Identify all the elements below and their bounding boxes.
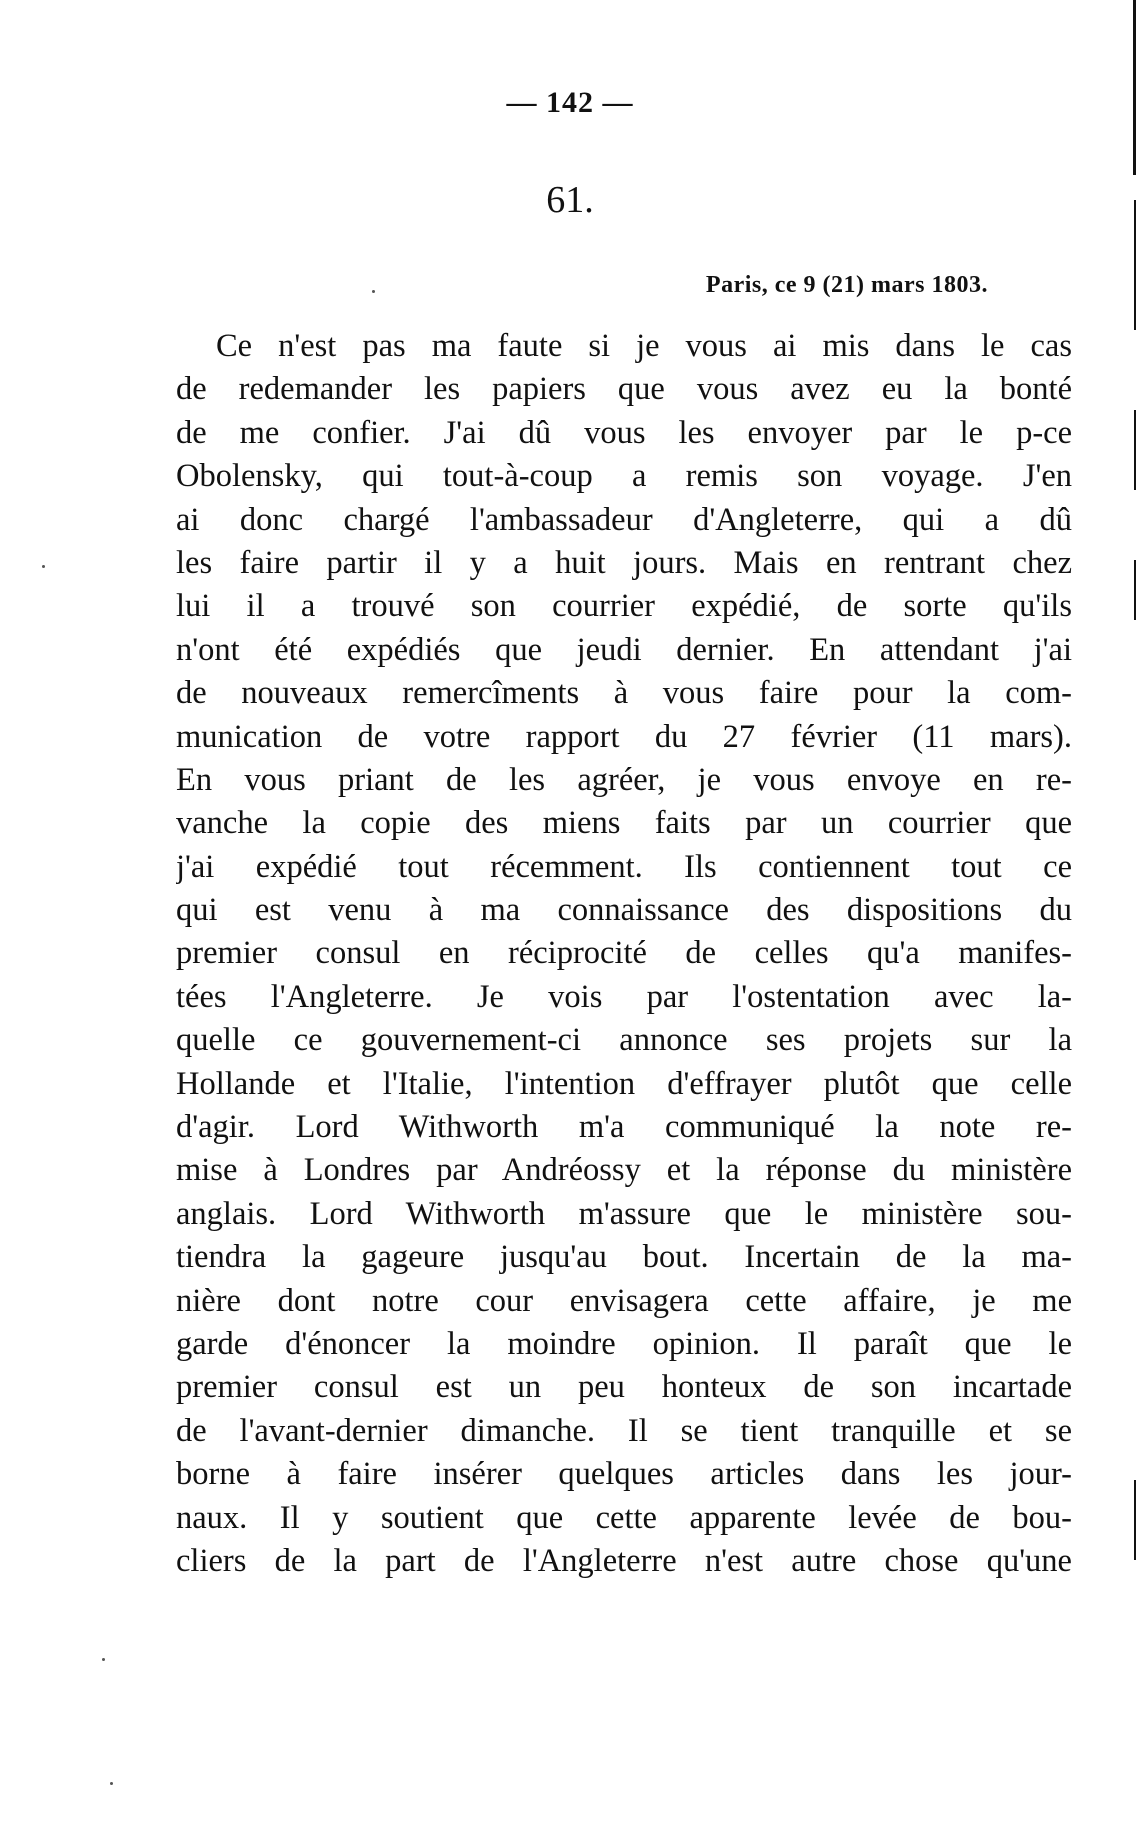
scan-speck	[42, 565, 45, 568]
letter-number: 61.	[546, 179, 594, 221]
text-line: tiendra la gageure jusqu'au bout. Incertain de la ma-	[176, 1239, 1072, 1276]
text-line: quelle ce gouvernement-ci annonce ses projets sur la	[176, 1022, 1072, 1059]
text-line: cliers de la part de l'Angleterre n'est autre chose qu'une	[176, 1542, 1072, 1579]
text-line: lui il a trouvé son courrier expédié, de sorte qu'ils	[176, 588, 1072, 625]
text-line: de nouveaux remercîments à vous faire pour la com-	[176, 675, 1072, 712]
dateline: Paris, ce 9 (21) mars 1803.	[705, 272, 988, 298]
text-line: de redemander les papiers que vous avez eu la bonté	[176, 371, 1072, 408]
text-line: de l'avant-dernier dimanche. Il se tient tranquille et se	[176, 1412, 1072, 1449]
text-line: En vous priant de les agréer, je vous envoye en re-	[176, 761, 1072, 798]
text-line: j'ai expédié tout récemment. Ils contiennent tout ce	[176, 848, 1072, 885]
scan-speck	[372, 290, 375, 293]
page-number: — 142 —	[506, 86, 634, 119]
text-line: qui est venu à ma connaissance des dispositions du	[176, 892, 1072, 929]
page-edge-shadow	[1134, 410, 1136, 490]
text-line: anglais. Lord Withworth m'assure que le ministère sou-	[176, 1195, 1072, 1232]
text-line: ai donc chargé l'ambassadeur d'Angleterre, qui a dû	[176, 501, 1072, 538]
text-line: borne à faire insérer quelques articles dans les jour-	[176, 1456, 1072, 1493]
text-line: garde d'énoncer la moindre opinion. Il paraît que le	[176, 1325, 1072, 1362]
text-line: de me confier. J'ai dû vous les envoyer par le p-ce	[176, 414, 1072, 451]
text-line: premier consul est un peu honteux de son incartade	[176, 1369, 1072, 1406]
text-line: nière dont notre cour envisagera cette affaire, je me	[176, 1282, 1072, 1319]
page-edge-shadow	[1134, 200, 1136, 330]
text-line: n'ont été expédiés que jeudi dernier. En attendant j'ai	[176, 631, 1072, 668]
text-line: tées l'Angleterre. Je vois par l'ostentation avec la-	[176, 978, 1072, 1015]
text-line: premier consul en réciprocité de celles qu'a manifes-	[176, 935, 1072, 972]
text-line: d'agir. Lord Withworth m'a communiqué la note re-	[176, 1109, 1072, 1146]
page-edge-shadow	[1134, 560, 1136, 620]
scan-speck	[110, 1782, 113, 1785]
page-edge-shadow	[1133, 0, 1136, 175]
text-line: mise à Londres par Andréossy et la réponse du ministère	[176, 1152, 1072, 1189]
letter-body	[176, 325, 1072, 1583]
text-line: munication de votre rapport du 27 février (11 mars).	[176, 718, 1072, 755]
text-line: les faire partir il y a huit jours. Mais en rentrant chez	[176, 544, 1072, 581]
text-line: Ce n'est pas ma faute si je vous ai mis dans le cas	[216, 328, 1072, 364]
text-line: vanche la copie des miens faits par un courrier que	[176, 805, 1072, 842]
scan-speck	[102, 1658, 105, 1661]
text-line: Hollande et l'Italie, l'intention d'effrayer plutôt que celle	[176, 1065, 1072, 1102]
text-line: Obolensky, qui tout-à-coup a remis son voyage. J'en	[176, 458, 1072, 495]
page-edge-shadow	[1134, 1480, 1136, 1560]
text-line: naux. Il y soutient que cette apparente levée de bou-	[176, 1499, 1072, 1536]
